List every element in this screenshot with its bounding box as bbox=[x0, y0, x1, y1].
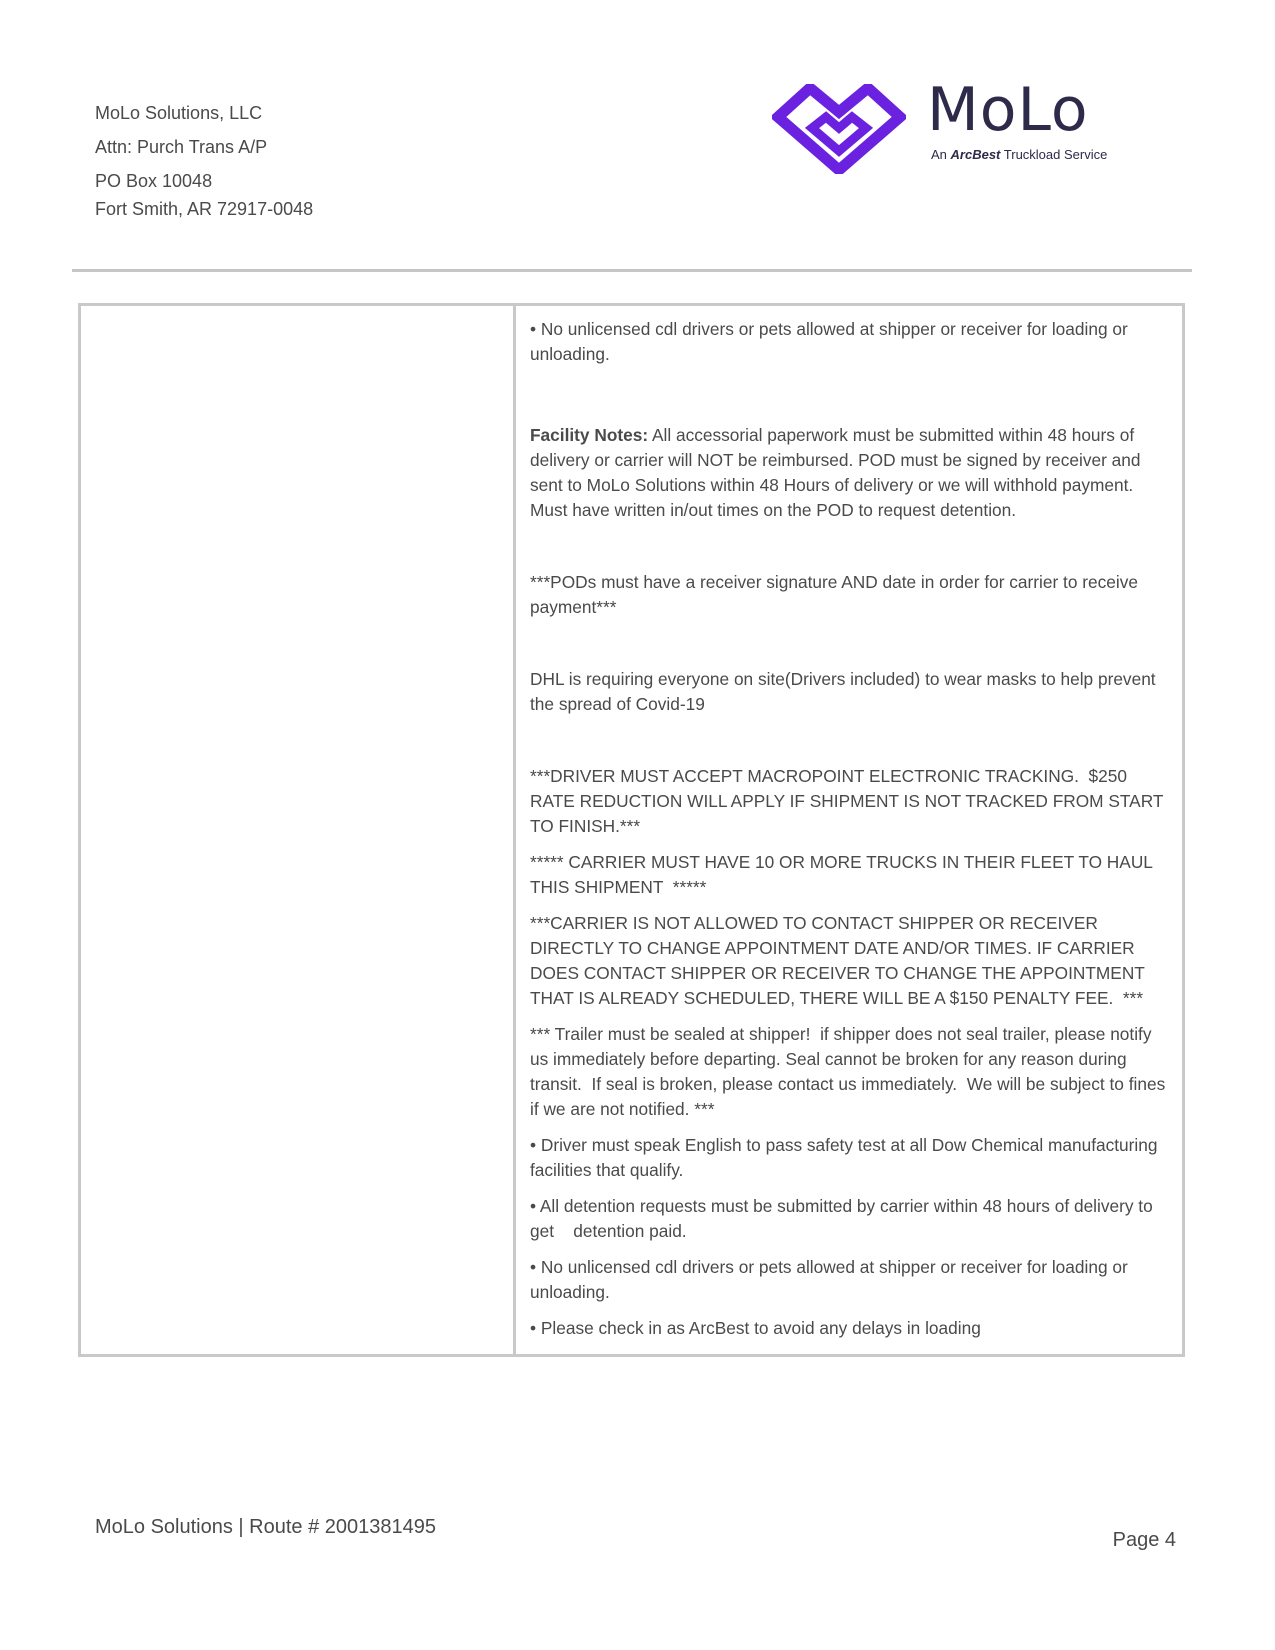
note-dhl-masks: DHL is requiring everyone on site(Drivers included) to wear masks to help prevent the spread of Covid-19 bbox=[530, 669, 1161, 714]
note-trailer-seal: *** Trailer must be sealed at shipper! if shipper does not seal trailer, please notify us immediately before departing. Seal cannot be broken for any reason during transit. If seal is broken, please contact us immediately. We will be subject to fines if we are not notified. *** bbox=[530, 1024, 1171, 1119]
facility-notes-text: All accessorial paperwork must be submitted within 48 hours of delivery or carrier will NOT be reimbursed. POD must be signed by receiver and sent to MoLo Solutions within 48 Hours of delivery or we will withhold payment. Must have written in/out times on the POD to request detention. bbox=[530, 425, 1146, 520]
footer-route: MoLo Solutions | Route # 2001381495 bbox=[95, 1516, 437, 1538]
notes-column bbox=[530, 317, 1170, 1341]
note-no-unlicensed-drivers-repeat: • No unlicensed cdl drivers or pets allowed at shipper or receiver for loading or unloading. bbox=[530, 1257, 1133, 1302]
tagline-brand: ArcBest bbox=[950, 147, 1001, 162]
note-no-unlicensed-drivers: • No unlicensed cdl drivers or pets allowed at shipper or receiver for loading or unloading. bbox=[530, 319, 1133, 364]
tagline-prefix: An bbox=[931, 147, 947, 162]
sender-city-state-zip: Fort Smith, AR 72917-0048 bbox=[95, 199, 314, 219]
sender-company: MoLo Solutions, LLC bbox=[95, 103, 263, 123]
logo-wordmark: MoLo bbox=[927, 75, 1089, 145]
molo-logo bbox=[772, 75, 1142, 174]
tagline-suffix: Truckload Service bbox=[1003, 147, 1108, 162]
note-facility-notes bbox=[530, 423, 1170, 523]
note-fleet-size: ***** CARRIER MUST HAVE 10 OR MORE TRUCKS IN THEIR FLEET TO HAUL THIS SHIPMENT ***** bbox=[530, 852, 1157, 897]
sender-po-box: PO Box 10048 bbox=[95, 171, 213, 191]
sender-attn: Attn: Purch Trans A/P bbox=[95, 137, 268, 157]
note-driver-english: • Driver must speak English to pass safety test at all Dow Chemical manufacturing facilities that qualify. bbox=[530, 1135, 1163, 1180]
logo-tagline bbox=[931, 147, 1107, 162]
note-detention-requests: • All detention requests must be submitted by carrier within 48 hours of delivery to get detention paid. bbox=[530, 1196, 1158, 1241]
note-no-contact-shipper: ***CARRIER IS NOT ALLOWED TO CONTACT SHIPPER OR RECEIVER DIRECTLY TO CHANGE APPOINTMENT DATE AND/OR TIMES. IF CARRIER DOES CONTACT SHIPPER OR RECEIVER TO CHANGE THE APPOINTMENT THAT IS ALREADY SCHEDULED, THERE WILL BE A $150 PENALTY FEE. *** bbox=[530, 913, 1150, 1008]
header-divider bbox=[72, 269, 1192, 272]
note-macropoint-tracking: ***DRIVER MUST ACCEPT MACROPOINT ELECTRONIC TRACKING. $250 RATE REDUCTION WILL APPLY IF SHIPMENT IS NOT TRACKED FROM START TO FINISH.*** bbox=[530, 766, 1168, 836]
note-pod-signature: ***PODs must have a receiver signature AND date in order for carrier to receive payment*** bbox=[530, 572, 1143, 617]
column-divider bbox=[513, 306, 516, 1354]
footer-page-number: Page 4 bbox=[1112, 1529, 1176, 1551]
molo-chevron-logo-icon bbox=[772, 84, 906, 174]
facility-notes-label: Facility Notes: bbox=[530, 425, 649, 445]
notes-table bbox=[78, 303, 1185, 1357]
note-check-in-arcbest: • Please check in as ArcBest to avoid any delays in loading bbox=[530, 1318, 981, 1338]
